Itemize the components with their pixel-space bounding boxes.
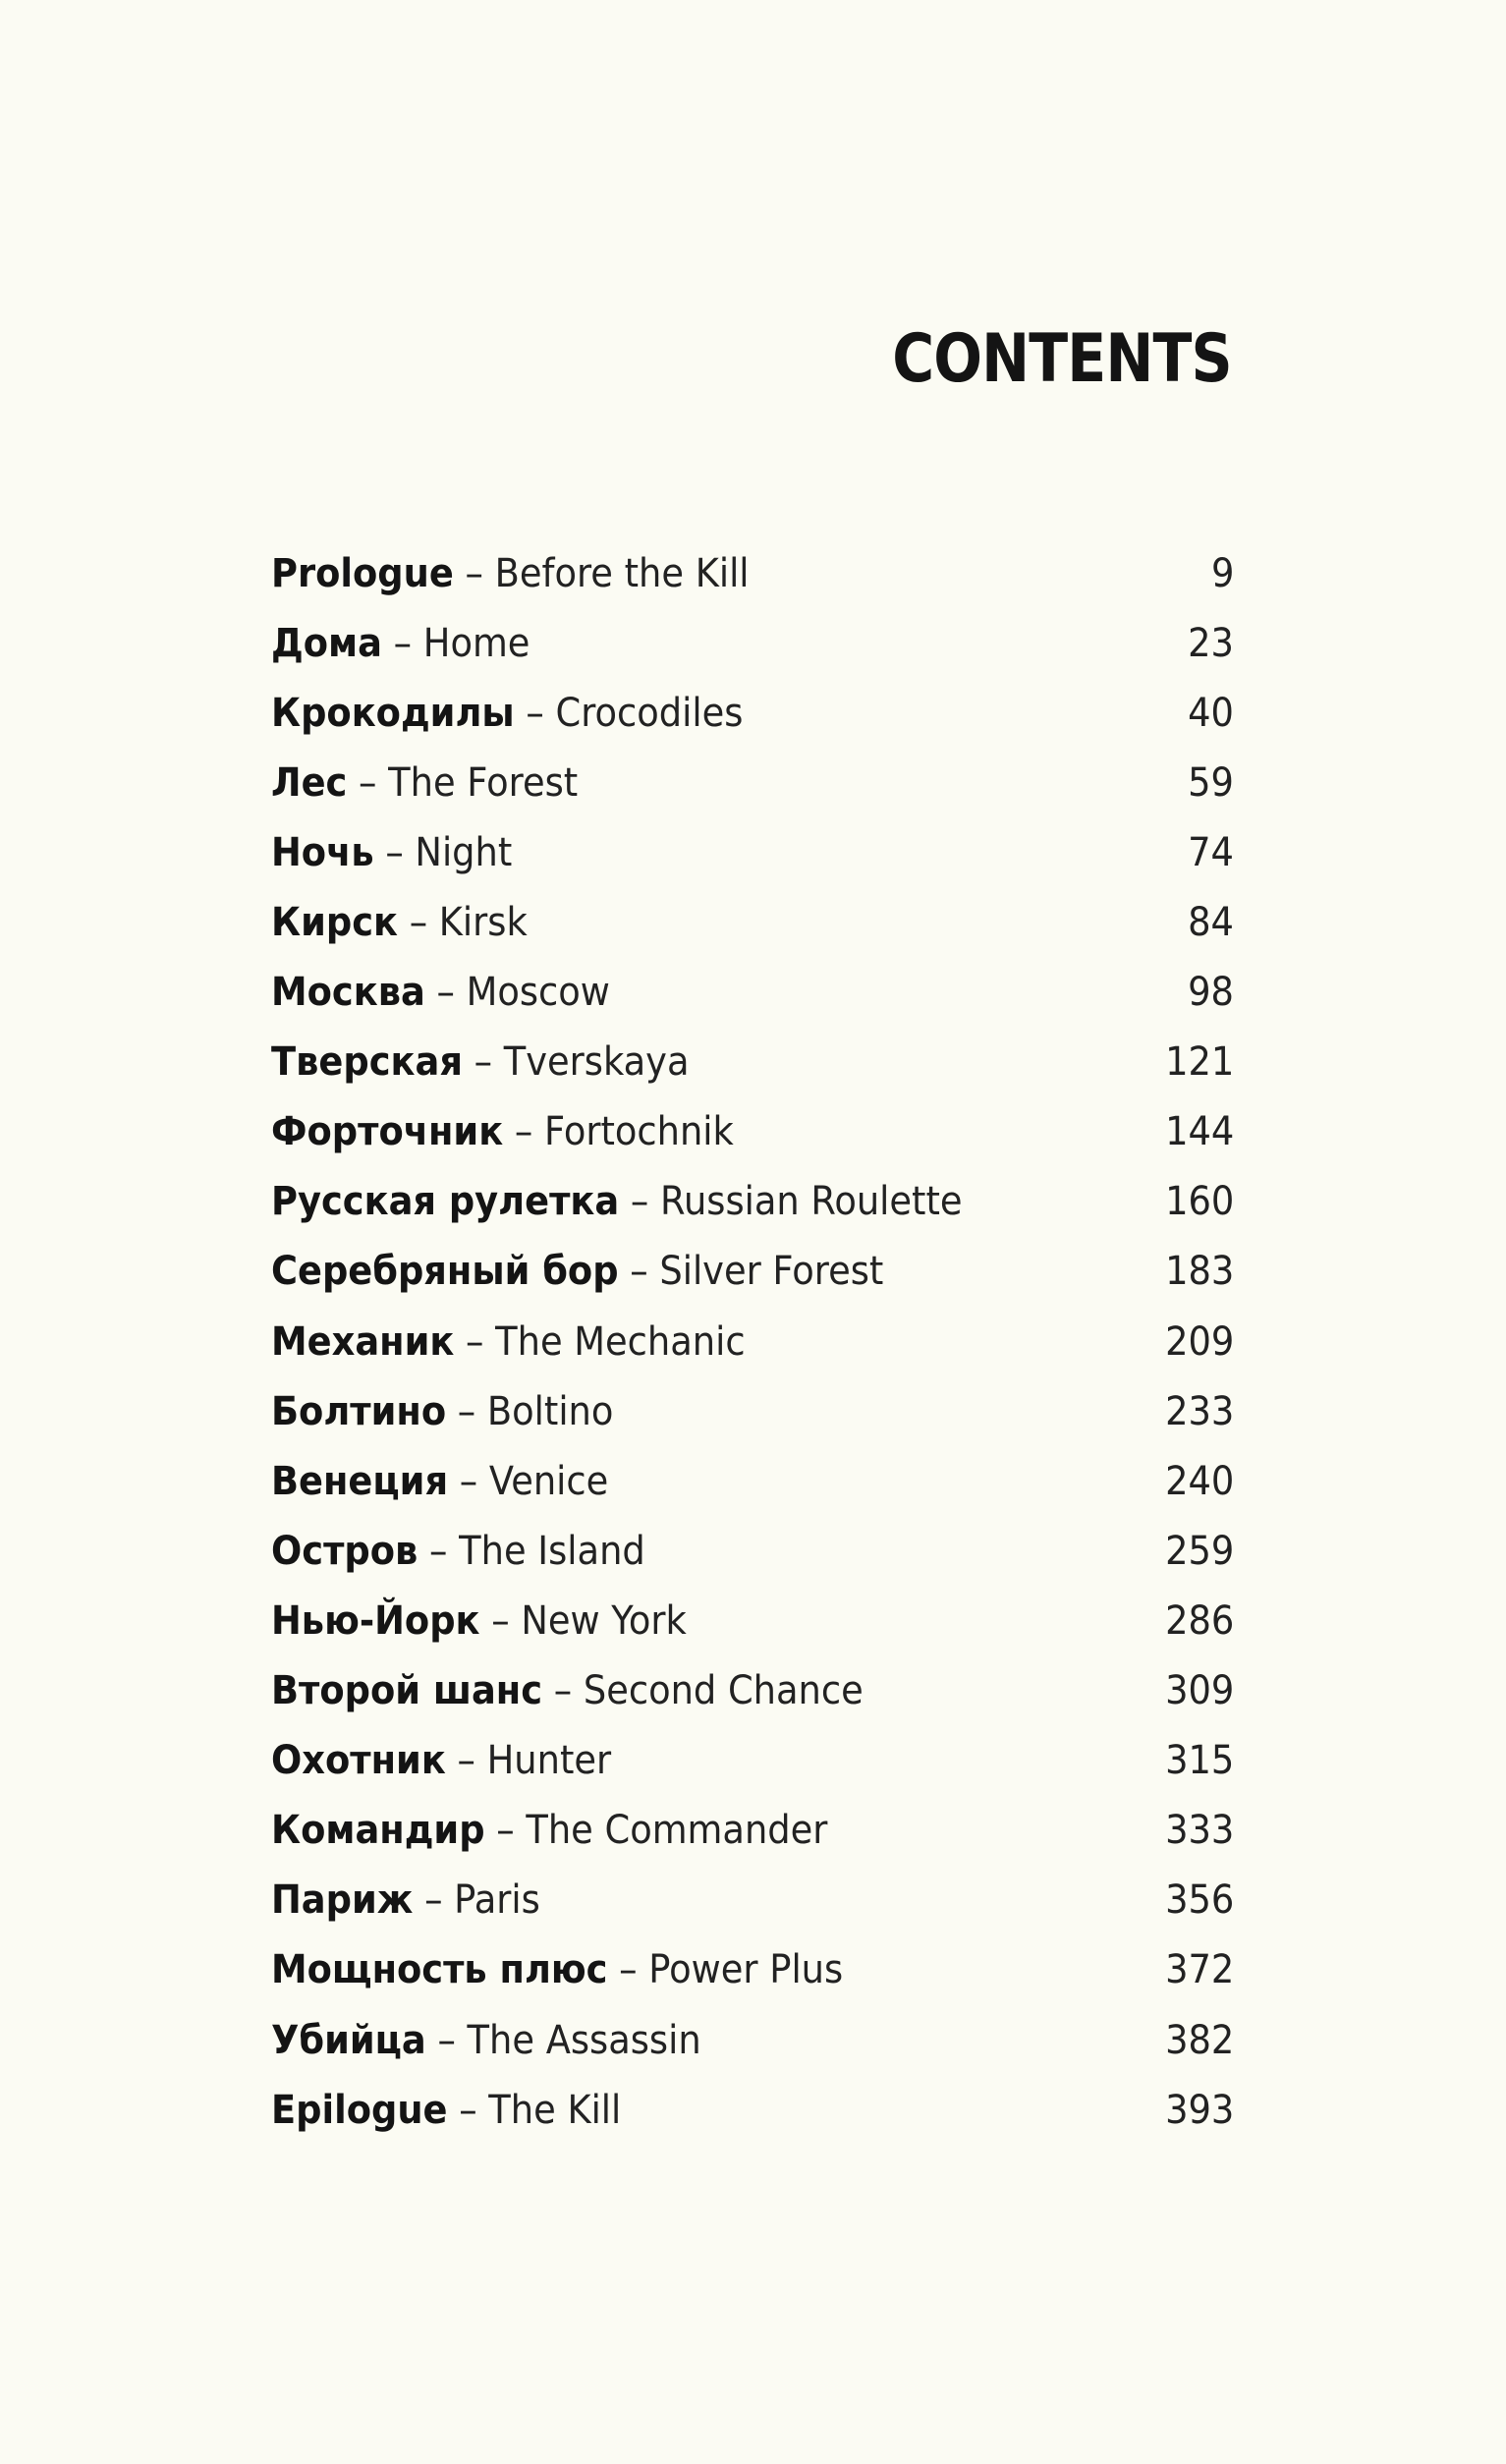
toc-entry-title [271,2017,701,2063]
chapter-title-english: The Mechanic [495,1318,746,1365]
toc-entry-title [271,1109,734,1155]
toc-entry [271,1097,1234,1167]
page-number: 160 [1164,1179,1234,1225]
page-number: 372 [1164,1947,1234,1993]
title-separator: – [385,829,404,875]
title-separator: – [496,1808,515,1854]
chapter-title-english: Moscow [466,970,610,1016]
toc-entry [271,1796,1234,1866]
title-separator: – [526,690,544,736]
chapter-title-english: Kirsk [438,900,528,946]
toc-entry [271,1866,1234,1935]
toc-entry [271,1516,1234,1586]
toc-entry [271,748,1234,817]
title-separator: – [553,1668,573,1714]
chapter-title-russian: Командир [271,1808,485,1854]
title-separator: – [457,1388,476,1434]
page-number: 121 [1164,1039,1234,1086]
chapter-title-russian: Ночь [271,829,374,875]
toc-entry [271,887,1234,957]
page-number: 309 [1164,1668,1234,1714]
toc-entry-title [271,829,513,875]
toc-entry-title [271,1808,828,1854]
chapter-title-english: Venice [488,1458,609,1504]
title-separator: – [630,1179,649,1225]
toc-entry [271,1237,1234,1307]
chapter-title-russian: Форточник [271,1109,504,1155]
chapter-title-english: Russian Roulette [660,1179,963,1225]
toc-entry-title [271,1668,864,1714]
chapter-title-russian: Венеция [271,1458,449,1504]
toc-entry [271,1446,1234,1516]
chapter-title-english: Boltino [486,1388,614,1434]
chapter-title-english: Home [422,620,530,666]
title-separator: – [436,970,455,1016]
page-number: 333 [1164,1808,1234,1854]
toc-entry [271,538,1234,608]
title-separator: – [393,620,413,666]
chapter-title-english: Silver Forest [659,1249,884,1295]
toc-entry-title [271,1388,614,1434]
toc-entry-title [271,1179,963,1225]
toc-entry [271,2005,1234,2075]
title-separator: – [474,1039,493,1086]
toc-entry-title [271,2087,622,2133]
page-number: 382 [1164,2017,1234,2063]
title-separator: – [465,550,483,596]
toc-entry [271,1307,1234,1376]
chapter-title-russian: Дома [271,620,382,666]
title-separator: – [466,1318,484,1365]
toc-entry-title [271,1877,540,1924]
page-number: 259 [1164,1528,1234,1574]
page-number: 240 [1164,1458,1234,1504]
chapter-title-russian: Мощность плюс [271,1947,608,1993]
page-number: 233 [1164,1388,1234,1434]
toc-entry [271,958,1234,1028]
title-separator: – [424,1877,443,1924]
toc-entry-title [271,1039,690,1086]
chapter-title-english: Fortochnik [543,1109,734,1155]
chapter-title-russian: Prologue [271,550,454,596]
title-separator: – [491,1597,510,1644]
page-number: 286 [1164,1597,1234,1644]
chapter-title-russian: Кирск [271,900,399,946]
page-number: 74 [1188,829,1234,875]
chapter-title-russian: Убийца [271,2017,426,2063]
toc-entry-title [271,1458,609,1504]
toc-entry [271,1167,1234,1237]
page-number: 356 [1164,1877,1234,1924]
title-separator: – [514,1109,533,1155]
chapter-title-russian: Париж [271,1877,414,1924]
title-separator: – [359,759,377,806]
toc-entry-title [271,1947,844,1993]
toc-entry-title [271,970,610,1016]
page-number: 393 [1164,2087,1234,2133]
chapter-title-russian: Второй шанс [271,1668,543,1714]
chapter-title-russian: Болтино [271,1388,447,1434]
toc-entry-title [271,1597,687,1644]
chapter-title-english: Crocodiles [555,690,744,736]
toc-entry [271,1726,1234,1796]
chapter-title-english: The Island [459,1528,645,1574]
chapter-title-english: The Forest [388,759,579,806]
title-separator: – [459,1458,478,1504]
page-number: 315 [1164,1738,1234,1784]
chapter-title-russian: Охотник [271,1738,446,1784]
chapter-title-english: The Commander [526,1808,828,1854]
title-separator: – [437,2017,456,2063]
page-number: 9 [1210,550,1234,596]
chapter-title-russian: Остров [271,1528,418,1574]
page-number: 209 [1164,1318,1234,1365]
chapter-title-russian: Лес [271,759,348,806]
toc-entry-title [271,900,528,946]
title-separator: – [457,1738,475,1784]
page-number: 183 [1164,1249,1234,1295]
chapter-title-english: The Assassin [467,2017,701,2063]
page-number: 23 [1188,620,1234,666]
title-separator: – [409,900,428,946]
toc-entry-title [271,1249,884,1295]
toc-entry [271,678,1234,748]
chapter-title-russian: Нью-Йорк [271,1597,480,1644]
chapter-title-english: Night [415,829,513,875]
page-number: 40 [1188,690,1234,736]
toc-entry [271,1028,1234,1097]
chapter-title-russian: Серебряный бор [271,1249,619,1295]
chapter-title-english: Before the Kill [494,550,750,596]
chapter-title-russian: Русская рулетка [271,1179,620,1225]
chapter-title-russian: Крокодилы [271,690,515,736]
page-number: 84 [1188,900,1234,946]
toc-entry-title [271,550,750,596]
toc-entry [271,1656,1234,1726]
toc-entry [271,1376,1234,1446]
toc-entry-title [271,690,744,736]
toc-entry [271,1935,1234,2005]
title-separator: – [630,1249,648,1295]
chapter-title-english: New York [521,1597,687,1644]
toc-entry [271,608,1234,678]
toc-entry-title [271,620,530,666]
page-number: 98 [1188,970,1234,1016]
title-separator: – [619,1947,638,1993]
page-number: 59 [1188,759,1234,806]
chapter-title-russian: Epilogue [271,2087,448,2133]
toc-entry-title [271,1528,645,1574]
toc-entry [271,1586,1234,1655]
toc-entry-title [271,1738,612,1784]
table-of-contents [271,538,1234,2145]
chapter-title-english: Paris [454,1877,540,1924]
title-separator: – [429,1528,448,1574]
page-title: CONTENTS [892,319,1232,398]
chapter-title-english: Hunter [486,1738,612,1784]
title-separator: – [459,2087,477,2133]
chapter-title-english: Second Chance [583,1668,864,1714]
chapter-title-russian: Механик [271,1318,455,1365]
page-number: 144 [1164,1109,1234,1155]
chapter-title-english: The Kill [488,2087,622,2133]
toc-entry [271,2075,1234,2145]
chapter-title-english: Power Plus [648,1947,844,1993]
toc-entry-title [271,1318,746,1365]
toc-entry [271,817,1234,887]
chapter-title-english: Tverskaya [503,1039,690,1086]
chapter-title-russian: Тверская [271,1039,463,1086]
chapter-title-russian: Москва [271,970,425,1016]
toc-entry-title [271,759,579,806]
